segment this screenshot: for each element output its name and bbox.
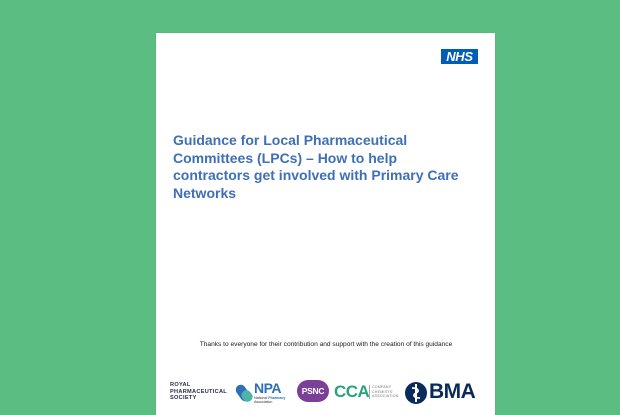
- bma-logo-text: BMA: [429, 380, 476, 403]
- rps-logo-line: SOCIETY: [170, 395, 197, 402]
- cca-subtitle-line: COMPANY: [372, 385, 392, 389]
- npa-subtitle-part: National: [254, 396, 268, 400]
- document-page: [156, 33, 495, 415]
- psnc-logo: PSNC: [297, 380, 329, 402]
- acknowledgement-text: Thanks to everyone for their contribution and support with the creation of this guidance: [199, 341, 453, 348]
- rps-logo: [170, 382, 236, 402]
- cca-logo: [334, 381, 404, 405]
- cca-subtitle-line: ASSOCIATION: [372, 394, 399, 399]
- bma-staff-icon: [404, 381, 428, 405]
- cca-subtitle-line: CHEMISTS': [372, 389, 394, 394]
- npa-logo-subtitle: [254, 396, 294, 404]
- npa-subtitle-part: Pharmacy: [268, 396, 286, 400]
- partner-logos: [168, 378, 486, 408]
- npa-subtitle-part: Association: [254, 400, 273, 404]
- document-title: Guidance for Local Pharmaceutical Committees (LPCs) – How to help contractors get involved with Primary Care Networks: [173, 132, 459, 201]
- rps-logo-line: PHARMACEUTICAL: [170, 388, 228, 395]
- npa-logo-text: NPA: [254, 380, 282, 396]
- bma-logo: [404, 378, 486, 408]
- cca-logo-subtitle: [369, 385, 402, 399]
- nhs-logo-icon: NHS: [441, 49, 478, 64]
- npa-capsule-icon: [236, 381, 254, 405]
- rps-logo-line: ROYAL: [170, 382, 191, 388]
- npa-logo: [236, 381, 294, 405]
- cca-logo-text: CCA: [334, 382, 370, 401]
